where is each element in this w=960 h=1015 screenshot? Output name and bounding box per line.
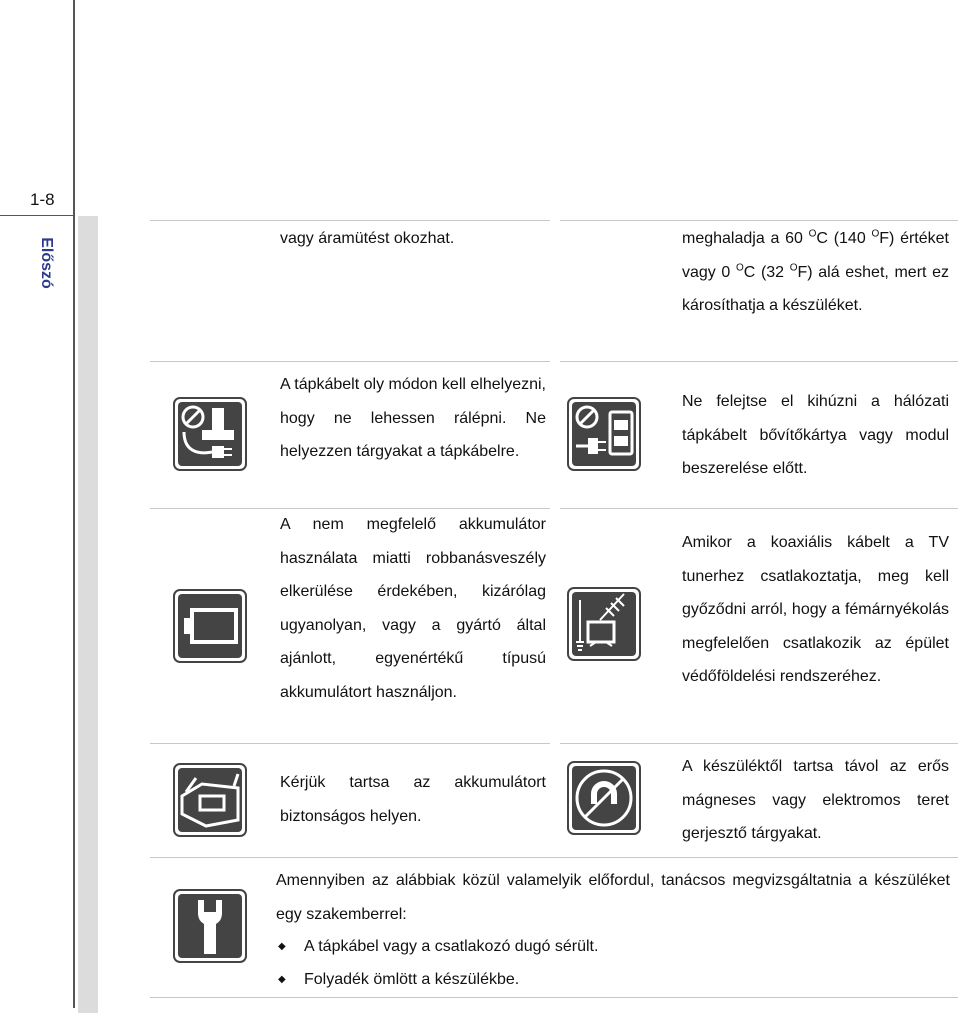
degree-sign: O: [808, 228, 817, 240]
battery-storage-text: Kérjük tartsa az akkumulátort biztonságos helyen.: [280, 774, 546, 825]
temperature-warning-text: [682, 222, 949, 323]
unplug-before-install-text: Ne felejtse el kihúzni a hálózati tápkábelt bővítőkártya vagy modul beszerelése előtt.: [682, 393, 949, 477]
row-divider: [560, 508, 958, 509]
row-divider: [560, 220, 958, 221]
no-magnet-icon: [566, 760, 642, 836]
degree-sign: O: [789, 262, 798, 274]
battery-storage-icon: [172, 762, 248, 838]
row-divider: [560, 743, 958, 744]
temp-part-5: F) alá eshet, mert ez károsíthatja a készüléket.: [682, 263, 950, 314]
service-bullet-text: A tápkábel vagy a csatlakozó dugó sérült.: [304, 938, 599, 955]
diamond-bullet-icon: ◆: [278, 941, 286, 953]
row-divider: [150, 857, 958, 858]
unplug-outlet-icon: [566, 396, 642, 472]
service-intro-text: Amennyiben az alábbiak közül valamelyik előfordul, tanácsos megvizsgáltatnia a készüléket egy szakemberrel:: [276, 872, 950, 923]
header-rule: [0, 215, 75, 216]
wrench-icon: [172, 888, 248, 964]
coax-grounding-text: Amikor a koaxiális kábelt a TV tunerhez csatlakoztatja, meg kell győződni arról, hogy a fémárnyékolás megfelelően csatlakozik az épület védőföldelési rendszeréhez.: [682, 534, 949, 685]
temp-part-3: F) értéket vagy 0: [682, 230, 949, 281]
cable-placement-text: A tápkábelt oly módon kell elhelyezni, hogy ne lehessen rálépni. Ne helyezzen tárgyakat a tápkábelre.: [280, 376, 546, 460]
section-title: [22, 228, 70, 298]
row-divider: [150, 361, 550, 362]
degree-sign: O: [871, 228, 880, 240]
battery-icon: [172, 588, 248, 664]
temp-part-1: meghaladja a 60: [682, 230, 803, 247]
degree-sign: O: [735, 262, 744, 274]
temp-part-2: C (140: [816, 230, 866, 247]
battery-warning-text: A nem megfelelő akkumulátor használata miatti robbanásveszély elkerülése érdekében, kizárólag ugyanolyan, vagy a gyártó által ajánlott, egyenértékű típusú akkumulátort használjon.: [280, 516, 546, 701]
side-band: [78, 216, 98, 1013]
service-bullet: [278, 930, 598, 964]
page-number: 1-8: [30, 190, 55, 209]
row-divider: [560, 361, 958, 362]
row-divider: [150, 220, 550, 221]
service-bullet-text: Folyadék ömlött a készülékbe.: [304, 971, 520, 988]
power-cable-no-step-icon: [172, 396, 248, 472]
page-margin-line: [73, 0, 75, 1008]
magnet-warning-text: A készüléktől tartsa távol az erős mágneses vagy elektromos teret gerjesztő tárgyakat.: [682, 758, 949, 842]
section-title-text: Előszó: [38, 237, 55, 289]
diamond-bullet-icon: ◆: [278, 974, 286, 986]
service-bullet: [278, 963, 519, 997]
temp-part-4: C (32: [743, 263, 785, 281]
left-continuation-text: vagy áramütést okozhat.: [280, 230, 455, 247]
row-divider: [150, 997, 958, 998]
tv-antenna-ground-icon: [566, 586, 642, 662]
row-divider: [150, 743, 550, 744]
